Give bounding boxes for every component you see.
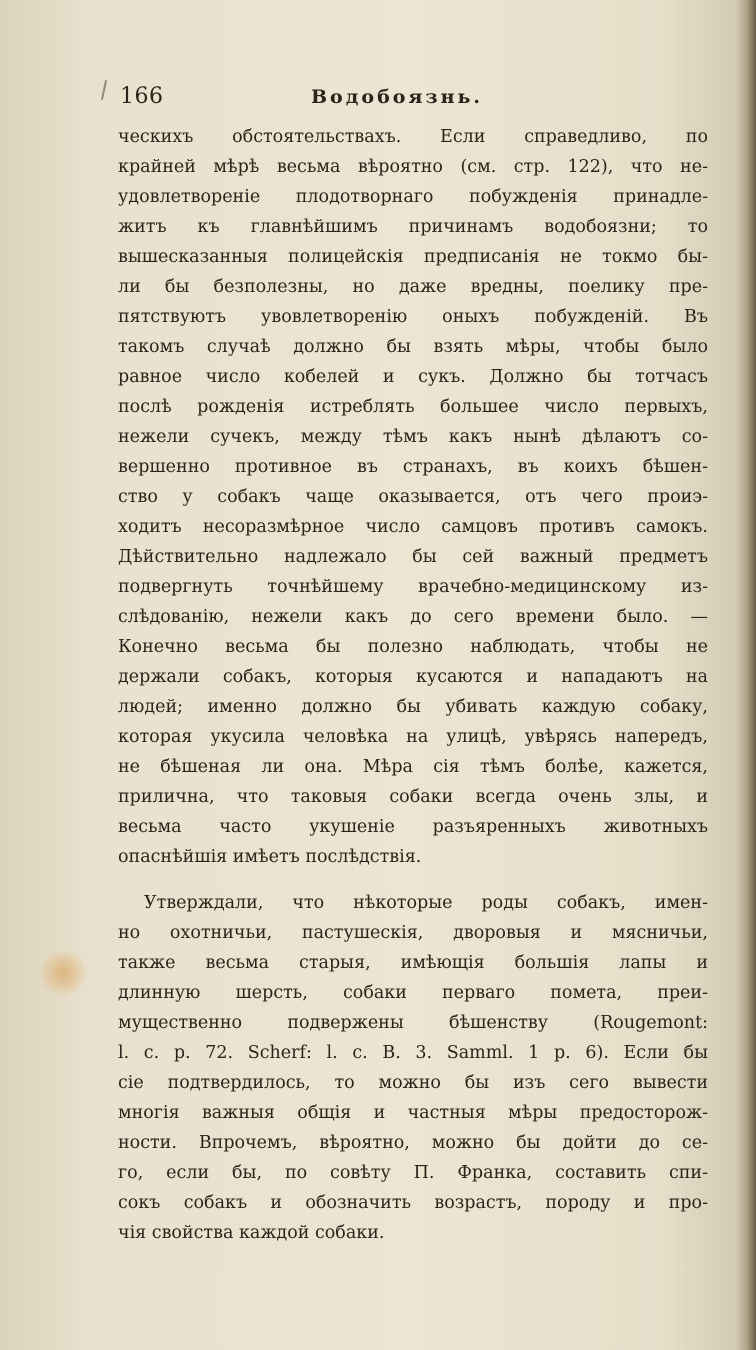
text-line: l. c. p. 72. Scherf: l. c. B. 3. Samml. 1 p. 6). Если бы	[118, 1043, 708, 1063]
text-line: подвергнуть точнѣйшему врачебно-медицинскому из-	[118, 577, 708, 597]
text-line: такомъ случаѣ должно бы взять мѣры, чтобы было	[118, 337, 708, 357]
page-header	[118, 84, 708, 116]
text-line: опаснѣйшія имѣетъ послѣдствія.	[118, 847, 422, 867]
text-line: вышесказанныя полицейскія предписанія не токмо бы-	[118, 247, 708, 267]
text-line: ческихъ обстоятельствахъ. Если справедливо, по	[118, 127, 708, 147]
text-line: Конечно весьма бы полезно наблюдать, чтобы не	[118, 637, 708, 657]
pencil-mark	[101, 80, 107, 100]
text-line: житъ къ главнѣйшимъ причинамъ водобоязни; то	[118, 217, 708, 237]
text-line: пятствуютъ увовлетворенію оныхъ побужденій. Въ	[118, 307, 708, 327]
text-line: сіе подтвердилось, то можно бы изъ сего вывести	[118, 1073, 708, 1093]
text-line: послѣ рожденія истреблять большее число первыхъ,	[118, 397, 708, 417]
text-line: равное число кобелей и сукъ. Должно бы тотчасъ	[118, 367, 708, 387]
text-line: ство у собакъ чаще оказывается, отъ чего проиэ-	[118, 487, 708, 507]
text-line: длинную шерсть, собаки перваго помета, преи-	[118, 983, 708, 1003]
paragraph	[118, 888, 708, 1248]
text-line: также весьма старыя, имѣющія большія лапы и	[118, 953, 708, 973]
text-line: вершенно противное въ странахъ, въ коихъ бѣшен-	[118, 457, 708, 477]
running-head: Водобоязнь.	[311, 86, 483, 108]
text-line: Утверждали, что нѣкоторые роды собакъ, имен-	[144, 893, 708, 913]
text-line: не бѣшеная ли она. Мѣра сія тѣмъ болѣе, кажется,	[118, 757, 708, 777]
text-line: сокъ собакъ и обозначить возрастъ, породу и про-	[118, 1193, 708, 1213]
text-line: удовлетвореніе плодотворнаго побужденія принадле-	[118, 187, 708, 207]
paper-stain	[40, 950, 86, 996]
text-line: которая укусила человѣка на улицѣ, увѣрясь напередъ,	[118, 727, 708, 747]
text-line: мущественно подвержены бѣшенству (Rougemont:	[118, 1013, 708, 1033]
text-line: ходитъ несоразмѣрное число самцовъ противъ самокъ.	[118, 517, 708, 537]
page-edge-shadow	[736, 0, 756, 1350]
text-line: Дѣйствительно надлежало бы сей важный предметъ	[118, 547, 708, 567]
paragraph	[118, 122, 708, 872]
paragraph-gap	[118, 872, 708, 888]
text-line: ности. Впрочемъ, вѣроятно, можно бы дойти до се-	[118, 1133, 708, 1153]
text-line: весьма часто укушеніе разъяренныхъ животныхъ	[118, 817, 708, 837]
text-line: ли бы безполезны, но даже вредны, поелику пре-	[118, 277, 708, 297]
text-line: многія важныя общія и частныя мѣры предосторож-	[118, 1103, 708, 1123]
text-line: прилична, что таковыя собаки всегда очень злы, и	[118, 787, 708, 807]
text-line: слѣдованію, нежели какъ до сего времени было. —	[118, 607, 708, 627]
text-line: го, если бы, по совѣту П. Франка, составить спи-	[118, 1163, 708, 1183]
text-line: чія свойства каждой собаки.	[118, 1223, 385, 1243]
text-line: крайней мѣрѣ весьма вѣроятно (см. стр. 122), что не-	[118, 157, 708, 177]
page-number: 166	[120, 84, 164, 109]
body-text	[118, 122, 708, 1248]
text-line: людей; именно должно бы убивать каждую собаку,	[118, 697, 708, 717]
text-line: держали собакъ, которыя кусаются и нападаютъ на	[118, 667, 708, 687]
text-line: нежели сучекъ, между тѣмъ какъ нынѣ дѣлаютъ со-	[118, 427, 708, 447]
text-line: но охотничьи, пастушескія, дворовыя и мясничьи,	[118, 923, 708, 943]
